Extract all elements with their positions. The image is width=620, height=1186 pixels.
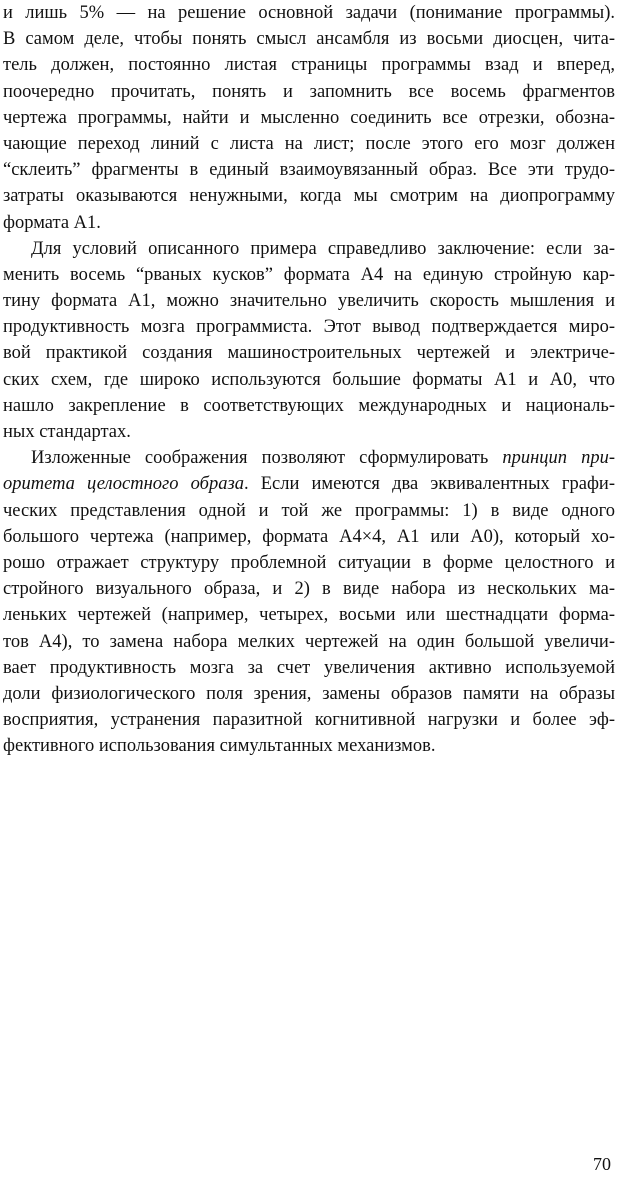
text-line: менить восемь “рваных кусков” формата А4 на единую стройную кар- [3, 264, 615, 285]
text-line: фективного использования симультанных механизмов. [3, 736, 436, 757]
text-line: ских схем, где широко используются большие форматы А1 и А0, что [3, 369, 615, 390]
paragraph-1 [3, 0, 615, 236]
paragraph-2 [3, 236, 615, 446]
text-line: формата А1. [3, 212, 101, 233]
text-line: затраты оказываются ненужными, когда мы смотрим на диопрограмму [3, 186, 615, 207]
text-line: “склеить” фрагменты в единый взаимоувязанный образ. Все эти трудо- [3, 160, 615, 181]
text-line: ных стандартах. [3, 422, 131, 442]
text-line: тов А4), то замена набора мелких чертежей на один большой увеличи- [3, 631, 615, 652]
text-run: Изложенные соображения позволяют сформулировать [31, 448, 503, 469]
italic-term: принцип при- [502, 448, 615, 469]
text-run: . Если имеются два эквивалентных графи- [243, 474, 615, 495]
text-line: нашло закрепление в соответствующих международных и националь- [3, 395, 615, 416]
page-number: 70 [593, 1154, 611, 1174]
text-line: стройного визуального образа, и 2) в виде набора из нескольких ма- [3, 579, 615, 600]
text-line: рошо отражает структуру проблемной ситуации в форме целостного и [3, 552, 615, 573]
text-line [3, 445, 615, 471]
text-line: тину формата А1, можно значительно увеличить скорость мышления и [3, 291, 615, 312]
text-line: Для условий описанного примера справедливо заключение: если за- [31, 238, 615, 259]
text-line: и лишь 5% — на решение основной задачи (понимание программы). [3, 3, 615, 23]
text-line: В самом деле, чтобы понять смысл ансамбля из восьми диосцен, чита- [3, 29, 615, 50]
text-line: леньких чертежей (например, четырех, восьми или шестнадцати форма- [3, 605, 615, 626]
paragraph-3 [3, 445, 615, 759]
text-line: вает продуктивность мозга за счет увеличения активно используемой [3, 657, 615, 678]
text-line: тель должен, постоянно листая страницы программы взад и вперед, [3, 55, 615, 76]
text-line: восприятия, устранения паразитной когнитивной нагрузки и более эф- [3, 710, 615, 731]
text-line: доли физиологического поля зрения, замены образов памяти на образы [3, 683, 615, 704]
text-line: вой практикой создания машиностроительных чертежей и электриче- [3, 343, 615, 364]
text-line [3, 471, 615, 497]
text-line: чающие переход линий с листа на лист; после этого его мозг должен [3, 133, 615, 154]
text-line: большого чертежа (например, формата А4×4, А1 или А0), который хо- [3, 526, 615, 547]
page-body [3, 0, 615, 759]
text-line: ческих представления одной и той же программы: 1) в виде одного [3, 500, 615, 521]
italic-term: оритета целостного образа [3, 474, 244, 495]
text-line: поочередно прочитать, понять и запомнить все восемь фрагментов [3, 81, 615, 102]
text-line: продуктивность мозга программиста. Этот вывод подтверждается миро- [3, 317, 615, 338]
text-line: чертежа программы, найти и мысленно соединить все отрезки, обозна- [3, 107, 615, 128]
